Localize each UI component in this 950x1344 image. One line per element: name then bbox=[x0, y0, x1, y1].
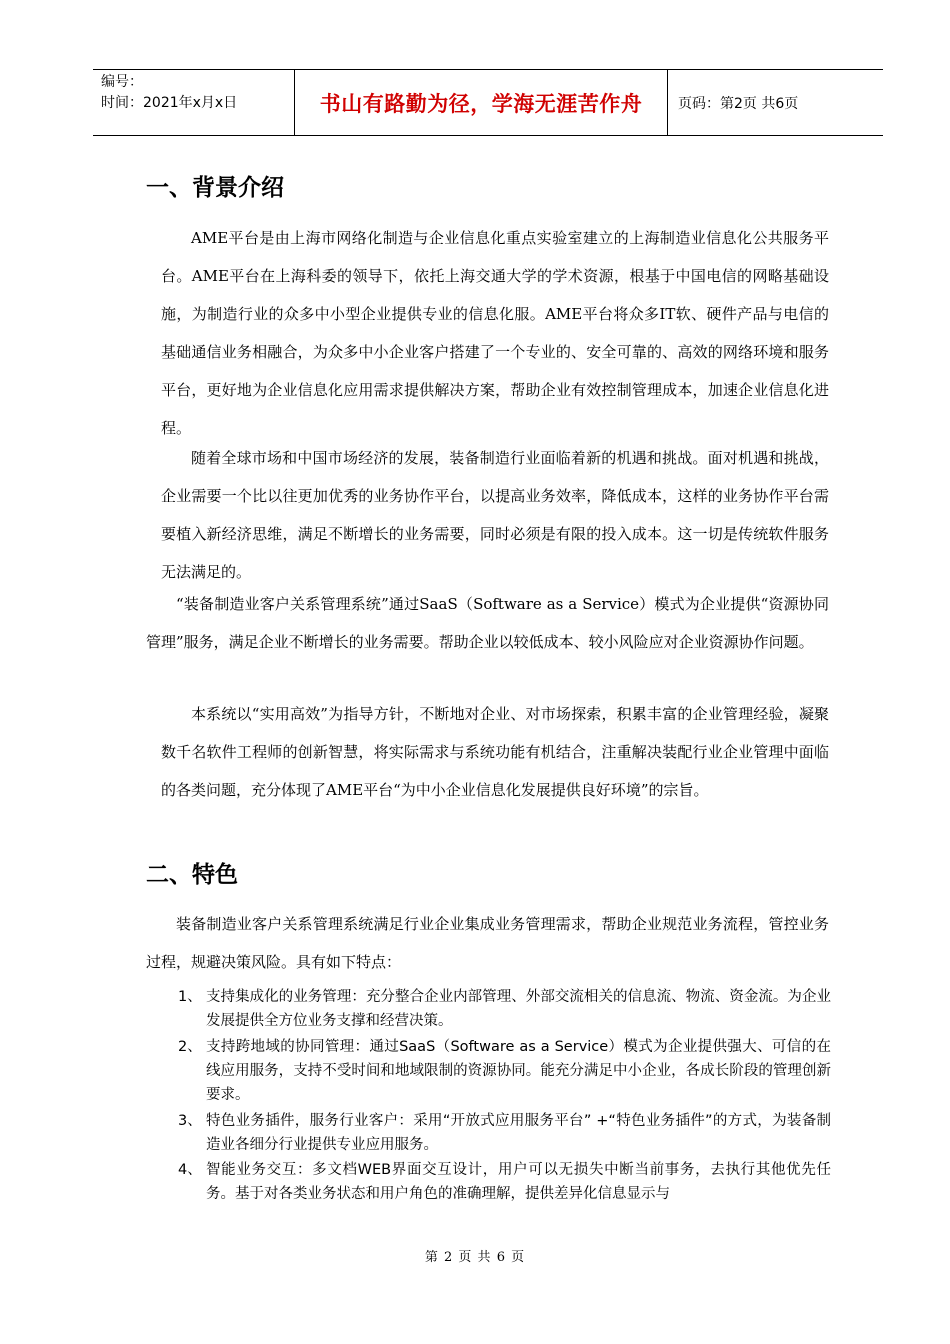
feature-number: 4、 bbox=[178, 1162, 202, 1178]
background-paragraph-2: 随着全球市场和中国市场经济的发展，装备制造行业面临着新的机遇和挑战。面对机遇和挑战，企业需要一个比以往更加优秀的业务协作平台，以提高业务效率，降低成本，这样的业务协作平台需要植入新经济思维，满足不断增长的业务需要，同时必须是有限的投入成本。这一切是传统软件服务无法满足的。 bbox=[161, 449, 829, 581]
feature-text: 智能业务交互：多文档WEB界面交互设计，用户可以无损失中断当前事务，去执行其他优先任务。基于对各类业务状态和用户角色的准确理解，提供差异化信息显示与 bbox=[206, 1162, 831, 1202]
time-label: 时间：2021年x月x日 bbox=[101, 95, 238, 111]
feature-item-4 bbox=[178, 1158, 831, 1206]
section-title-background: 一、背景介绍 bbox=[146, 175, 284, 201]
code-label: 编号： bbox=[101, 74, 143, 90]
header-table bbox=[93, 69, 883, 136]
background-paragraph-4: 本系统以“实用高效”为指导方针，不断地对企业、对市场探索，积累丰富的企业管理经验，凝聚数千名软件工程师的创新智慧，将实际需求与系统功能有机结合，注重解决装配行业企业管理中面临的各类问题，充分体现了AME平台“为中小企业信息化发展提供良好环境”的宗旨。 bbox=[161, 705, 829, 799]
background-paragraph-3: “装备制造业客户关系管理系统”通过SaaS（Software as a Service）模式为企业提供“资源协同管理”服务，满足企业不断增长的业务需要。帮助企业以较低成本、较小风险应对企业资源协作问题。 bbox=[146, 595, 829, 651]
feature-text: 支持跨地域的协同管理：通过SaaS（Software as a Service）模式为企业提供强大、可信的在线应用服务，支持不受时间和地域限制的资源协同。能充分满足中小企业，各成长阶段的管理创新要求。 bbox=[206, 1039, 831, 1103]
feature-number: 1、 bbox=[178, 989, 202, 1005]
feature-item-3 bbox=[178, 1109, 831, 1157]
feature-number: 2、 bbox=[178, 1039, 202, 1055]
feature-number: 3、 bbox=[178, 1113, 202, 1129]
section-title-features: 二、特色 bbox=[146, 862, 238, 888]
header-page-info: 页码：第2页 共6页 bbox=[678, 95, 799, 112]
feature-item-1 bbox=[178, 985, 831, 1033]
page-footer: 第 2 页 共 6 页 bbox=[424, 1250, 526, 1265]
feature-text: 特色业务插件，服务行业客户：采用“开放式应用服务平台” +“特色业务插件”的方式，为装备制造业各细分行业提供专业应用服务。 bbox=[206, 1113, 831, 1153]
background-paragraph-1: AME平台是由上海市网络化制造与企业信息化重点实验室建立的上海制造业信息化公共服务平台。AME平台在上海科委的领导下，依托上海交通大学的学术资源，根基于中国电信的网略基础设施，为制造行业的众多中小型企业提供专业的信息化服。AME平台将众多IT软、硬件产品与电信的基础通信业务相融合，为众多中小企业客户搭建了一个专业的、安全可靠的、高效的网络环境和服务平台，更好地为企业信息化应用需求提供解决方案，帮助企业有效控制管理成本，加速企业信息化进程。 bbox=[161, 229, 829, 437]
feature-text: 支持集成化的业务管理：充分整合企业内部管理、外部交流相关的信息流、物流、资金流。为企业发展提供全方位业务支撑和经营决策。 bbox=[206, 989, 831, 1029]
header-motto: 书山有路勤为径，学海无涯苦作舟 bbox=[295, 70, 668, 135]
features-intro: 装备制造业客户关系管理系统满足行业企业集成业务管理需求，帮助企业规范业务流程，管控业务过程，规避决策风险。具有如下特点： bbox=[146, 915, 829, 971]
feature-item-2 bbox=[178, 1035, 831, 1107]
header-meta bbox=[93, 70, 295, 135]
